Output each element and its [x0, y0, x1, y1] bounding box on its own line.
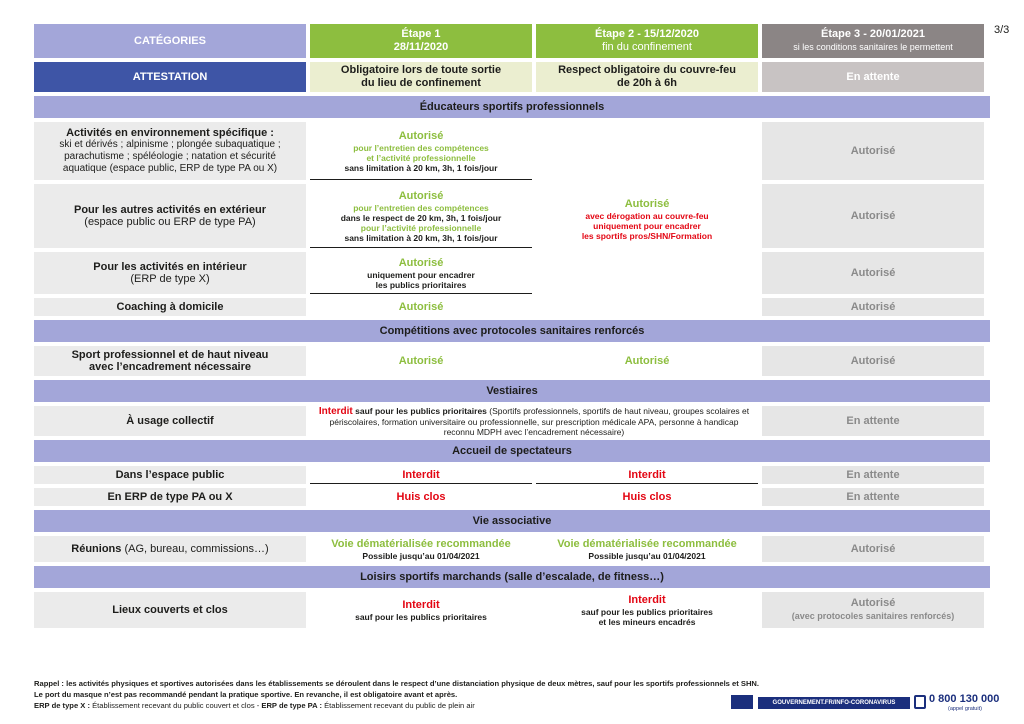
comp-step3: Autorisé: [762, 346, 984, 376]
accueil-erp-step1: Huis clos: [396, 491, 446, 503]
educ-interieur-step1: Autorisé uniquement pour encadrer les publics prioritaires: [310, 252, 532, 294]
vest-category: À usage collectif: [34, 406, 306, 436]
educ-exterieur-step1: Autorisé pour l’entretien des compétences dans le respect de 20 km, 3h, 1 fois/jour pour l’activité professionnelle sans limitation à 20 km, 3h, 1 fois/jour: [310, 184, 532, 248]
page-number: 3/3: [994, 24, 1010, 36]
restrictions-table: [34, 24, 990, 628]
section-competitions: Compétitions avec protocoles sanitaires renforcés: [34, 320, 990, 342]
phone-number: 0 800 130 000: [929, 693, 1000, 705]
vie-reunions-category: Réunions (AG, bureau, commissions…): [34, 536, 306, 562]
educ-exterieur-step3: Autorisé: [762, 184, 984, 248]
educ-env-specifique-step1: Autorisé pour l’entretien des compétences et l’activité professionnelle sans limitation à 20 km, 3h, 1 fois/jour: [310, 122, 532, 180]
vest-step3: En attente: [762, 406, 984, 436]
vie-reunions-step1: Voie dématérialisée recommandée Possible jusqu’au 01/04/2021: [331, 538, 511, 561]
comp-step1: Autorisé: [398, 355, 444, 367]
accueil-erp-category: En ERP de type PA ou X: [34, 488, 306, 506]
educ-env-specifique-step3: Autorisé: [762, 122, 984, 180]
phone-free-note: (appel gratuit): [948, 706, 982, 712]
educ-interieur-step3: Autorisé: [762, 252, 984, 294]
educ-env-specifique-category: Activités en environnement spécifique : ski et dérivés ; alpinisme ; plongée subaquatique ; parachutisme ; spéléologie ; natation et sécurité aquatique (espace public, ERP de type PA ou X): [34, 122, 306, 180]
accueil-erp-step2: Huis clos: [622, 491, 672, 503]
header-step2: Étape 2 - 15/12/2020 fin du confinement: [536, 24, 758, 58]
vest-steps12: Interdit sauf pour les publics prioritaires (Sportifs professionnels, sportifs de haut niveau, groupes scolaires et périscolaires, formation universitaire ou professionnelle, sur prescription médicale APA, personne à handicap reconnu MDPH avec l’encadrement nécessaire): [318, 405, 750, 437]
footer-notes: Rappel : les activités physiques et sportives autorisées dans les établissements se déroulent dans le respect d’une distanciation physique de deux mètres, sauf pour les sportifs professionnels et SHN. Le port du masque n’est pas recommandé pendant la pratique sportive. En revanche, il est obligatoire avant et après. ERP de type X : Établissement recevant du public couvert et clos - ERP de type PA : Établissement recevant du public de plein air: [34, 679, 760, 710]
attestation-step3: En attente: [762, 62, 984, 92]
section-loisirs-marchands: Loisirs sportifs marchands (salle d’escalade, de fitness…): [34, 566, 990, 588]
loisirs-step1: Interdit sauf pour les publics prioritaires: [355, 599, 487, 622]
header-step1: Étape 1 28/11/2020: [310, 24, 532, 58]
comp-category: Sport professionnel et de haut niveau avec l’encadrement nécessaire: [34, 346, 306, 376]
header-categories: CATÉGORIES: [34, 24, 306, 58]
header-step3: Étape 3 - 20/01/2021 si les conditions sanitaires le permettent: [762, 24, 984, 58]
educ-coaching-step3: Autorisé: [762, 298, 984, 316]
accueil-public-category: Dans l’espace public: [34, 466, 306, 484]
phone-icon: [914, 695, 926, 709]
marianne-logo-icon: [731, 695, 753, 709]
loisirs-step3: Autorisé (avec protocoles sanitaires renforcés): [762, 592, 984, 628]
educ-interieur-category: Pour les activités en intérieur (ERP de type X): [34, 252, 306, 294]
section-accueil-spectateurs: Accueil de spectateurs: [34, 440, 990, 462]
educ-coaching-step1: Autorisé: [398, 301, 444, 313]
attestation-step1: Obligatoire lors de toute sortie du lieu de confinement: [310, 62, 532, 92]
educ-coaching-category: Coaching à domicile: [34, 298, 306, 316]
attestation-step2: Respect obligatoire du couvre-feu de 20h à 6h: [536, 62, 758, 92]
section-vie-associative: Vie associative: [34, 510, 990, 532]
section-educateurs: Éducateurs sportifs professionnels: [34, 96, 990, 118]
loisirs-category: Lieux couverts et clos: [34, 592, 306, 628]
attestation-label: ATTESTATION: [34, 62, 306, 92]
accueil-public-step3: En attente: [762, 466, 984, 484]
gov-url: GOUVERNEMENT.FR/INFO-CORONAVIRUS: [758, 697, 910, 709]
loisirs-step2: Interdit sauf pour les publics prioritaires et les mineurs encadrés: [581, 594, 713, 627]
section-vestiaires: Vestiaires: [34, 380, 990, 402]
educ-step2-merged: Autorisé avec dérogation au couvre-feu uniquement pour encadrer les sportifs pros/SHN/Formation: [581, 198, 713, 241]
accueil-public-step2: Interdit: [536, 466, 758, 484]
educ-exterieur-category: Pour les autres activités en extérieur (espace public ou ERP de type PA): [34, 184, 306, 248]
vie-reunions-step3: Autorisé: [762, 536, 984, 562]
vie-reunions-step2: Voie dématérialisée recommandée Possible jusqu’au 01/04/2021: [557, 538, 737, 561]
accueil-erp-step3: En attente: [762, 488, 984, 506]
comp-step2: Autorisé: [624, 355, 670, 367]
accueil-public-step1: Interdit: [310, 466, 532, 484]
